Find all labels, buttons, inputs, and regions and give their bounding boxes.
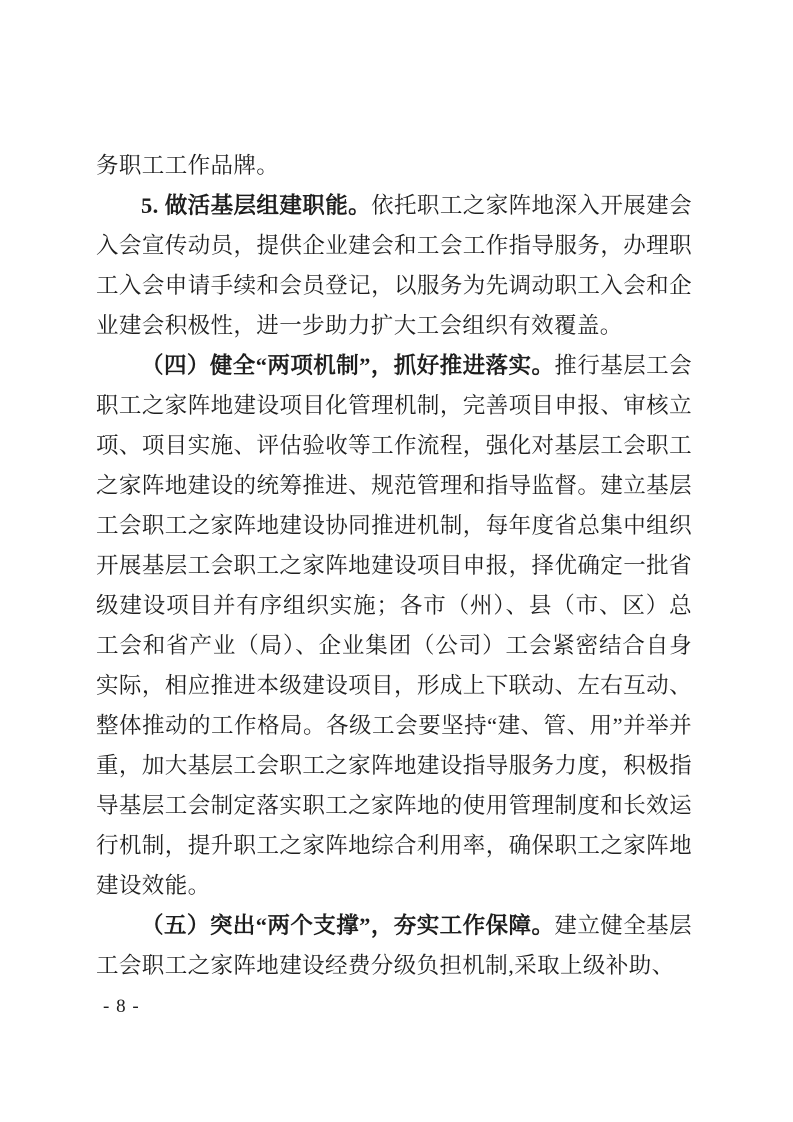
paragraph-lead-bold: （五）突出“两个支撑”，夯实工作保障。: [141, 913, 555, 938]
paragraph-section-4: [96, 346, 692, 906]
paragraph-lead-bold: （四）健全“两项机制”，抓好推进落实。: [141, 353, 555, 378]
document-body: [96, 146, 692, 986]
paragraph-lead-bold: 5. 做活基层组建职能。: [141, 193, 372, 218]
paragraph-text: 依托职工之家阵地深入开展建会入会宣传动员，提供企业建会和工会工作指导服务，办理职工入会申请手续和会员登记，以服务为先调动职工入会和企业建会积极性，进一步助力扩大工会组织有效覆盖。: [96, 193, 692, 338]
paragraph-section-5: [96, 906, 692, 986]
paragraph-text: 建立健全基层工会职工之家阵地建设经费分级负担机制,采取上级补助、: [96, 913, 692, 978]
paragraph-continuation: [96, 146, 692, 186]
page-number-footer: - 8 -: [103, 996, 140, 1017]
paragraph-text: 务职工工作品牌。: [96, 153, 280, 178]
paragraph-text: 推行基层工会职工之家阵地建设项目化管理机制，完善项目申报、审核立项、项目实施、评估验收等工作流程，强化对基层工会职工之家阵地建设的统筹推进、规范管理和指导监督。建立基层工会职工之家阵地建设协同推进机制，每年度省总集中组织开展基层工会职工之家阵地建设项目申报，择优确定一批省级建设项目并有序组织实施；各市（州）、县（市、区）总工会和省产业（局）、企业集团（公司）工会紧密结合自身实际，相应推进本级建设项目，形成上下联动、左右互动、整体推动的工作格局。各级工会要坚持“建、管、用”并举并重，加大基层工会职工之家阵地建设指导服务力度，积极指导基层工会制定落实职工之家阵地的使用管理制度和长效运行机制，提升职工之家阵地综合利用率，确保职工之家阵地建设效能。: [96, 353, 692, 898]
paragraph-item-5: [96, 186, 692, 346]
